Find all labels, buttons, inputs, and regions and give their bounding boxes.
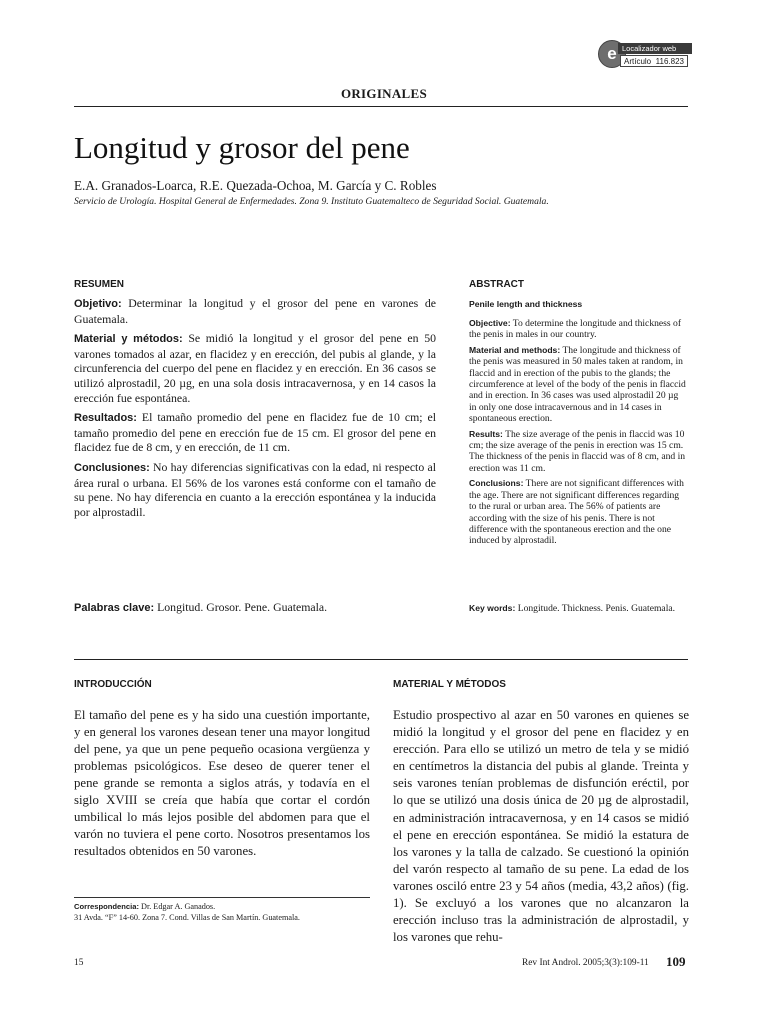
palabras-clave-text: Longitud. Grosor. Pene. Guatemala. [154,600,328,614]
key-words [469,603,687,614]
conclusiones-label: Conclusiones: [74,461,150,474]
locator-label: Localizador web [618,43,692,54]
e-logo-icon: e [598,40,626,68]
key-words-text: Longitude. Thickness. Penis. Guatemala. [515,603,676,614]
affiliation: Servicio de Urología. Hospital General de Enfermedades. Zona 9. Instituto Guatemalteco de Seguridad Social. Guatemala. [74,196,549,207]
correspondence-label: Correspondencia: [74,902,139,911]
article-id-box [620,55,688,67]
correspondence-address: 31 Avda. “F” 14-60. Zona 7. Cond. Villas de San Martín. Guatemala. [74,912,300,922]
conclusions-text: There are not significant differences with the age. There are not significant differences regarding to the rural or urban area. The 56% of patients are according with the size of his penis. There is not difference with the spontaneous erection and the one induced by alprostadil. [469,478,684,547]
conclusions-label: Conclusions: [469,478,524,489]
correspondence-divider [74,897,370,898]
abstract-conclusions [469,478,687,546]
methods-heading: MATERIAL Y MÉTODOS [393,679,506,690]
article-label: Artículo [624,57,652,66]
journal-citation: Rev Int Androl. 2005;3(3):109-11 [522,958,649,968]
conclusiones-text: No hay diferencias significativas con la edad, ni respecto al área rural o urbana. El 56% de los varones está conforme con el tamaño de su pene. No hay diferencia en cuanto a la erección espontánea y la inducida por alprostadil. [74,459,436,519]
intro-heading: INTRODUCCIÓN [74,679,152,690]
results-text: The size average of the penis in flaccid was 10 cm; the size average of the penis in erection was 15 cm. The thickness of the penis in flaccid was of 8 cm, and in erection was 11 cm. [469,428,686,474]
metodos-text: Se midió la longitud y el grosor del pene en 50 varones tomados al azar, en flacidez y en erección, del pubis al glande, y la circunferencia del cuerpo del pene en flacidez y en erección. En 36 casos se utilizó alprostadil, 20 µg, en una sola dosis intracavernosa, y en 14 casos la erección fue espontánea. [74,331,436,405]
abstract-methods [469,345,687,425]
palabras-clave-label: Palabras clave: [74,602,155,614]
correspondence-line [74,902,374,913]
abstract-subtitle: Penile length and thickness [469,299,583,309]
objetivo-label: Objetivo: [74,298,122,310]
resumen-resultados [74,410,436,455]
abstract-objective [469,318,687,341]
abstract-heading: ABSTRACT [469,279,524,290]
results-label: Results: [469,428,503,439]
resumen-metodos [74,331,436,405]
web-locator-badge[interactable] [598,40,692,70]
methods-label: Material and methods: [469,344,561,355]
abstract-body [469,318,687,551]
article-title: Longitud y grosor del pene [74,130,410,165]
key-words-label: Key words: [469,603,516,613]
correspondence [74,902,374,924]
objetivo-text: Determinar la longitud y el grosor del pene en varones de Guatemala. [74,296,436,326]
resumen-heading: RESUMEN [74,279,125,290]
methods-text: The longitude and thickness of the penis was measured in 50 males taken at random, in flaccid and in erection of the pubis to the glands; the circumference at level of the body of the penis in flaccid and in erection. In 36 cases was used alprostadil 20 µg in only one dose intracavernous and in 14 cases in spontaneous erection. [469,344,686,425]
metodos-label: Material y métodos: [74,333,183,346]
top-divider [74,106,688,107]
article-number: 116.823 [655,57,684,66]
correspondence-name: Dr. Edgar A. Ganados. [138,902,216,911]
methods-body: Estudio prospectivo al azar en 50 varones en quienes se midió la longitud y el grosor del pene en flacidez y en erección. Para ello se utilizó un metro de tela y se midió en centímetros la distancia del pubis al glande. Treinta y seis varones tenían problemas de disfunción eréctil, por lo que se utilizó una dosis única de 20 µg de alprostadil, en administración intracavernosa, y en 14 casos se midió el pene en erección espontánea. Se midió la estatura de los varones y la talla de calzado. Se cuestionó la opinión del varón respecto al tamaño de su pene. La edad de los varones osciló entre 23 y 54 años (media, 43,2 años) (fig. 1). Se excluyó a los varones que no alcanzaron la erección incluso tras la administración de alprostadil, y los varones que rehu- [393,708,689,945]
resultados-text: El tamaño promedio del pene en flacidez fue de 10 cm; el tamaño promedio del pene en erección fue de 15 cm. El grosor del pene en flacidez fue de 8 cm, y en erección, de 11 cm. [74,410,436,455]
page-number-left: 15 [74,958,84,968]
objective-label: Objective: [469,318,511,328]
abstract-results [469,429,687,475]
author-list: E.A. Granados-Loarca, R.E. Quezada-Ochoa, M. García y C. Robles [74,178,437,193]
palabras-clave [74,600,436,616]
objective-text: To determine the longitude and thickness of the penis in males in our country. [469,318,682,341]
intro-body: El tamaño del pene es y ha sido una cuestión importante, y en general los varones desean tener una mayor longitud del pene, ya que un pene pequeño ocasiona vergüenza y problemas psicológicos. Ese deseo de querer tener el pene grande se remonta a siglos atrás, y todavía en el siglo XVIII se creía que había que cortar el cordón umbilical lo más lejos posible del abdomen para que el varón no tuviera el pene corto. Nosotros presentamos los resultados obtenidos en 50 varones. [74,708,370,858]
middle-divider [74,659,688,660]
resumen-objetivo [74,296,436,326]
section-label: ORIGINALES [340,86,428,101]
page-number-right: 109 [666,954,686,969]
resumen-body [74,296,436,524]
resumen-conclusiones [74,460,436,519]
resultados-label: Resultados: [74,412,137,425]
